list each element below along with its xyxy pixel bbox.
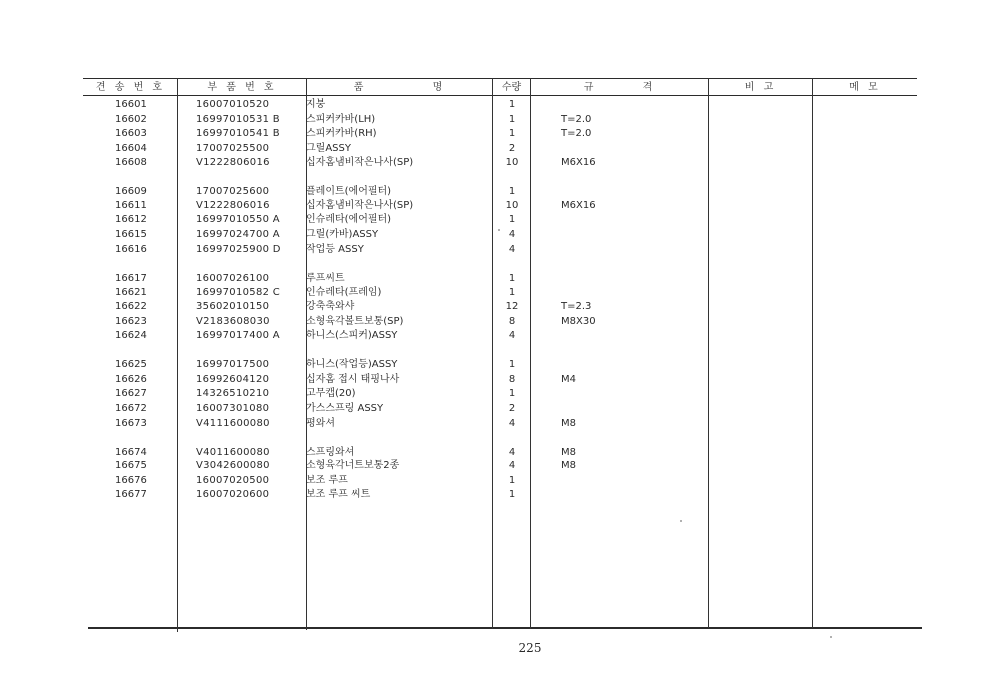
row-part-number: 16997024700 A [196, 229, 280, 240]
bottom-rule [88, 627, 922, 629]
row-part-number: 16997017500 [196, 359, 270, 370]
row-name: 지붕 [306, 99, 326, 110]
row-qty: 1 [508, 99, 516, 110]
row-name: 십자홈 접시 태핑나사 [306, 374, 400, 385]
row-name: 스피커카바(LH) [306, 114, 376, 125]
row-code: 16621 [115, 287, 147, 298]
row-part-number: V4111600080 [196, 418, 270, 429]
row-qty: 1 [508, 388, 516, 399]
row-qty: 1 [508, 128, 516, 139]
row-name: 스프링와셔 [306, 447, 355, 458]
row-qty: 2 [508, 403, 516, 414]
row-part-number: V3042600080 [196, 460, 270, 471]
row-code: 16609 [115, 186, 147, 197]
scan-speck [498, 229, 500, 231]
row-name: 하니스(스피커)ASSY [306, 330, 398, 341]
row-part-number: V1222806016 [196, 200, 270, 211]
top-rule [83, 78, 917, 79]
row-part-number: 16997025900 D [196, 244, 281, 255]
row-part-number: 16992604120 [196, 374, 270, 385]
row-qty: 4 [508, 418, 516, 429]
row-name: 십자홈냄비작은나사(SP) [306, 157, 414, 168]
row-code: 16625 [115, 359, 147, 370]
row-name: 작업등 ASSY [306, 244, 364, 255]
col-divider-3 [492, 78, 493, 629]
row-spec: M8 [561, 418, 576, 429]
row-part-number: 17007025500 [196, 143, 270, 154]
row-name: 고무캡(20) [306, 388, 356, 399]
row-part-number: 16007020500 [196, 475, 270, 486]
row-spec: M6X16 [561, 200, 596, 211]
row-code: 16674 [115, 447, 147, 458]
row-qty: 1 [508, 186, 516, 197]
row-qty: 4 [508, 460, 516, 471]
row-name: 보조 루프 [306, 475, 348, 486]
row-name: 그릴(카바)ASSY [306, 229, 379, 240]
row-code: 16602 [115, 114, 147, 125]
header-spec: 규 격 [583, 82, 656, 93]
row-qty: 4 [508, 330, 516, 341]
row-name: 소형육각볼트보통(SP) [306, 316, 404, 327]
row-part-number: 16997010531 B [196, 114, 280, 125]
header-remark: 비 고 [744, 82, 777, 93]
row-qty: 2 [508, 143, 516, 154]
row-part-number: 17007025600 [196, 186, 270, 197]
row-spec: T=2.3 [561, 301, 592, 312]
row-code: 16617 [115, 273, 147, 284]
row-qty: 1 [508, 287, 516, 298]
row-qty: 1 [508, 489, 516, 500]
row-part-number: 16007301080 [196, 403, 270, 414]
row-part-number: 16997017400 A [196, 330, 280, 341]
row-spec: T=2.0 [561, 128, 592, 139]
row-code: 16604 [115, 143, 147, 154]
header-name: 품 명 [353, 82, 446, 93]
row-qty: 1 [508, 114, 516, 125]
row-name: 스피커카바(RH) [306, 128, 377, 139]
row-code: 16677 [115, 489, 147, 500]
row-qty: 4 [508, 244, 516, 255]
row-name: 인슈레타(에어필터) [306, 214, 392, 225]
row-part-number: 16007026100 [196, 273, 270, 284]
row-code: 16616 [115, 244, 147, 255]
row-qty: 8 [508, 316, 516, 327]
page-number: 225 [518, 641, 542, 655]
row-code: 16622 [115, 301, 147, 312]
row-code: 16676 [115, 475, 147, 486]
row-code: 16615 [115, 229, 147, 240]
header-rule [83, 95, 917, 96]
row-spec: M4 [561, 374, 576, 385]
row-qty: 12 [505, 301, 519, 312]
row-spec: M6X16 [561, 157, 596, 168]
row-name: 가스스프링 ASSY [306, 403, 384, 414]
col-divider-6 [812, 78, 813, 628]
row-code: 16624 [115, 330, 147, 341]
row-part-number: 35602010150 [196, 301, 270, 312]
row-code: 16623 [115, 316, 147, 327]
row-qty: 1 [508, 273, 516, 284]
row-name: 그릴ASSY [306, 143, 351, 154]
scan-speck [680, 520, 682, 522]
row-code: 16627 [115, 388, 147, 399]
col-divider-4 [530, 78, 531, 629]
row-part-number: 14326510210 [196, 388, 270, 399]
row-name: 소형육각너트보통2종 [306, 460, 400, 471]
row-part-number: 16007020600 [196, 489, 270, 500]
row-qty: 4 [508, 447, 516, 458]
row-qty: 1 [508, 214, 516, 225]
row-name: 루프씨트 [306, 273, 345, 284]
row-code: 16608 [115, 157, 147, 168]
row-qty: 1 [508, 359, 516, 370]
row-name: 하니스(작업등)ASSY [306, 359, 398, 370]
row-qty: 4 [508, 229, 516, 240]
row-spec: M8X30 [561, 316, 596, 327]
row-spec: M8 [561, 447, 576, 458]
row-code: 16603 [115, 128, 147, 139]
row-part-number: V4011600080 [196, 447, 270, 458]
row-name: 플레이트(에어필터) [306, 186, 392, 197]
row-code: 16673 [115, 418, 147, 429]
row-code: 16601 [115, 99, 147, 110]
row-spec: M8 [561, 460, 576, 471]
row-code: 16675 [115, 460, 147, 471]
row-part-number: 16997010541 B [196, 128, 280, 139]
header-qty: 수량 [501, 82, 522, 93]
row-part-number: V2183608030 [196, 316, 270, 327]
row-part-number: 16997010582 C [196, 287, 281, 298]
row-qty: 8 [508, 374, 516, 385]
col-divider-1 [177, 78, 178, 632]
row-code: 16612 [115, 214, 147, 225]
row-qty: 10 [505, 200, 519, 211]
row-name: 보조 루프 씨트 [306, 489, 371, 500]
row-part-number: 16007010520 [196, 99, 270, 110]
row-part-number: V1222806016 [196, 157, 270, 168]
row-name: 강축축와샤 [306, 301, 355, 312]
header-code: 견 송 번 호 [95, 82, 166, 93]
row-code: 16626 [115, 374, 147, 385]
row-code: 16672 [115, 403, 147, 414]
header-part-number: 부 품 번 호 [207, 82, 277, 93]
scan-speck [830, 636, 832, 638]
row-code: 16611 [115, 200, 147, 211]
header-memo: 메 모 [849, 82, 881, 93]
row-name: 십자홈냄비작은나사(SP) [306, 200, 414, 211]
row-part-number: 16997010550 A [196, 214, 280, 225]
row-qty: 1 [508, 475, 516, 486]
row-name: 평와셔 [306, 418, 335, 429]
col-divider-5 [708, 78, 709, 628]
row-qty: 10 [505, 157, 519, 168]
row-name: 인슈레타(프레임) [306, 287, 382, 298]
row-spec: T=2.0 [561, 114, 592, 125]
